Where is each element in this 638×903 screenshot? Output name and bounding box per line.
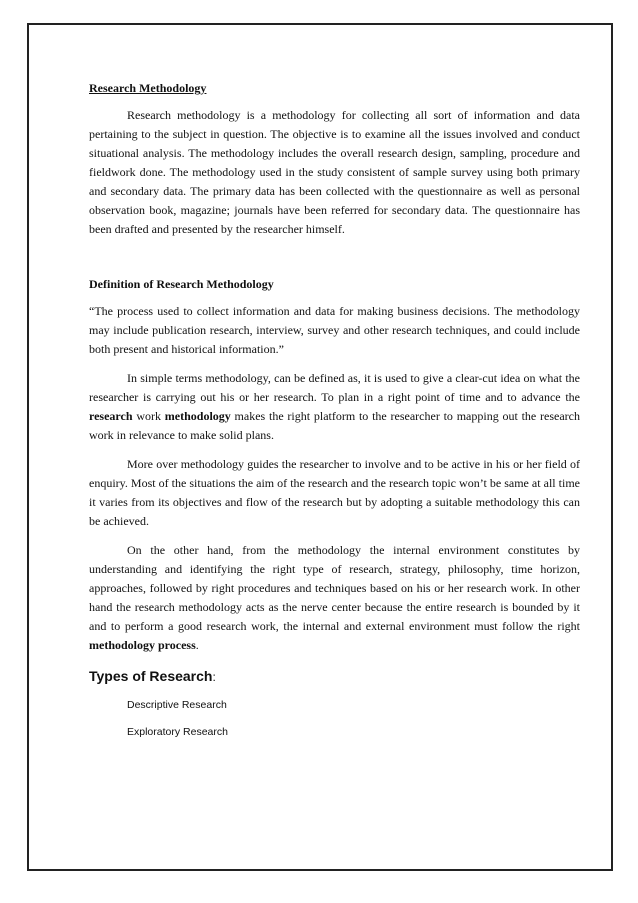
bold-text-methodology-process: methodology process <box>89 638 196 652</box>
paragraph-research-methodology: Research methodology is a methodology for collecting all sort of information and data pertaining to the subject in question. The objective is to examine all the issues involved and conduct situational analysis. The methodology includes the overall research design, sampling, procedure and fieldwork done. The methodology used in the study consistent of sample survey using both primary and secondary data. The primary data has been collected with the questionnaire as well as personal observation book, magazine; journals have been referred for secondary data. The questionnaire has been drafted and presented by the researcher himself. <box>89 108 580 236</box>
text-run: makes the right platform to the researcher to mapping out the research work in relevance to make solid plans. <box>89 409 581 442</box>
text-run: In simple terms methodology, can be defined as, it is used to give a clear-cut idea on what the researcher is carrying out his or her research. To plan in a right point of time and to advance the <box>89 371 580 404</box>
bold-text-methodology: methodology <box>164 409 231 423</box>
document-page <box>27 23 613 871</box>
section-heading-research-methodology: Research Methodology <box>89 81 207 95</box>
bold-text-research: research <box>89 409 133 423</box>
section-heading-types-of-research <box>89 665 580 688</box>
document-content <box>89 79 580 740</box>
types-heading-text: Types of Research <box>89 668 213 684</box>
text-run: . <box>195 638 199 652</box>
paragraph-simple-terms <box>89 369 580 445</box>
types-heading-colon: : <box>212 670 216 684</box>
text-run: On the other hand, from the methodology the internal environment constitutes by understanding and identifying the right type of research, strategy, philosophy, time horizon, approaches, followed by right procedures and techniques based on his or her research work. In other hand the research methodology acts as the nerve center because the entire research is bounded by it and to perform a good research work, the internal and external environment must follow the right <box>89 543 580 633</box>
paragraph-more-over: More over methodology guides the researcher to involve and to be active in his or her field of enquiry. Most of the situations the aim of the research and the research topic won’t be same at all time it varies from its objectives and flow of the research but by adopting a suitable methodology this can be achieved. <box>89 457 580 528</box>
paragraph-other-hand <box>89 541 580 655</box>
text-run: work <box>132 409 165 423</box>
list-item-exploratory-research: Exploratory Research <box>127 726 228 738</box>
section-heading-definition: Definition of Research Methodology <box>89 277 274 291</box>
definition-quote: “The process used to collect information and data for making business decisions. The methodology may include publication research, interview, survey and other research techniques, and could include both present and historical information.” <box>89 304 580 356</box>
list-item-descriptive-research: Descriptive Research <box>127 699 227 711</box>
